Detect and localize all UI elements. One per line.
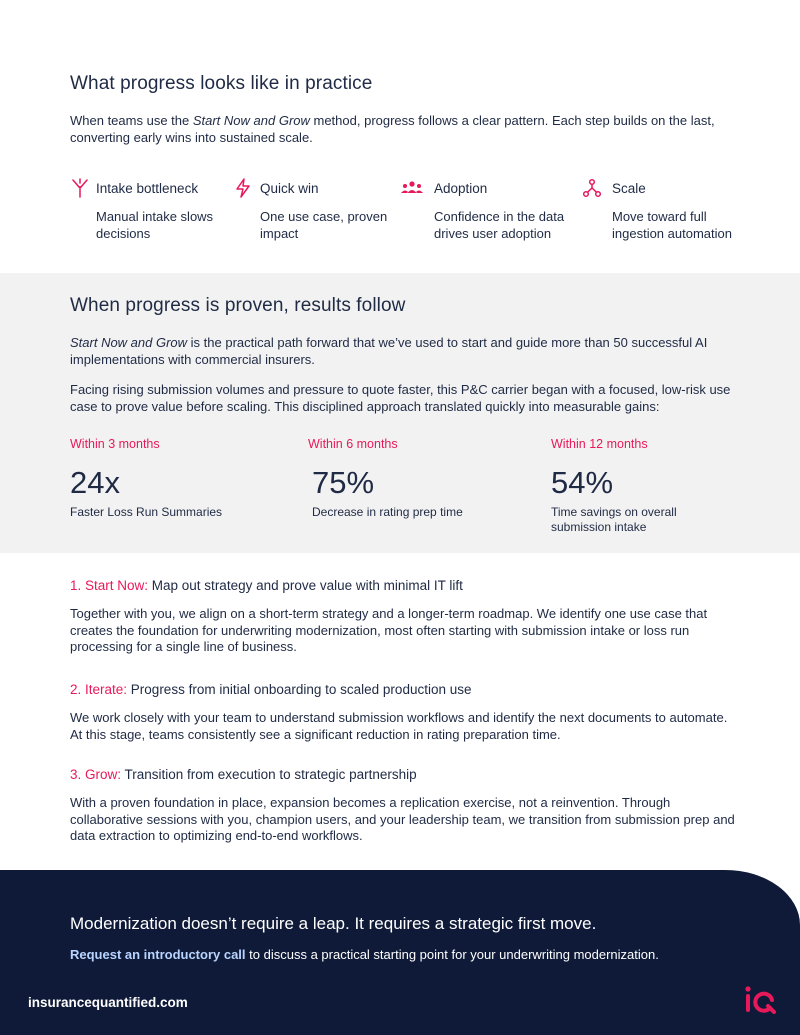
cta-paragraph — [70, 947, 659, 962]
footer-cta — [0, 870, 800, 1035]
feature-title: Adoption — [434, 181, 488, 196]
intro-text-end: method, progress follows a clear pattern. Each step builds on the last, converting early wins into sustained scale. — [70, 113, 715, 145]
step-3-title: Transition from execution to strategic partnership — [121, 767, 417, 782]
practice-section — [0, 0, 800, 273]
results-paragraph-2: Facing rising submission volumes and pressure to quote faster, this P&C carrier began with a focused, low-risk use case to prove value before scaling. This disciplined approach translated quickly into measurable gains: — [70, 382, 731, 414]
users-icon — [400, 178, 424, 198]
stat-12-months — [551, 437, 677, 534]
stat-3-months — [70, 437, 223, 519]
intro-text-start: When teams use the — [70, 113, 193, 128]
stat-period: Within 12 months — [551, 437, 648, 451]
feature-desc: Confidence in the data drives user adoption — [434, 209, 565, 241]
feature-desc: Move toward full ingestion automation — [612, 209, 732, 241]
stat-value: 24x — [70, 465, 120, 500]
stat-6-months — [308, 437, 463, 519]
step-3-heading — [70, 767, 417, 782]
website-link[interactable]: insurancequantified.com — [28, 995, 188, 1010]
feature-desc: Manual intake slows decisions — [96, 209, 214, 241]
step-1-title: Map out strategy and prove value with minimal IT lift — [148, 578, 463, 593]
stat-caption: Faster Loss Run Summaries — [70, 505, 223, 519]
stat-value: 75% — [312, 465, 375, 500]
practice-heading: What progress looks like in practice — [70, 73, 373, 94]
results-method-name: Start Now and Grow — [70, 335, 188, 350]
stat-value: 54% — [551, 465, 614, 500]
iq-logo — [744, 984, 776, 1014]
step-1-heading — [70, 578, 463, 593]
results-p1-text: is the practical path forward that we’ve used to start and guide more than 50 successful AI implementations with commercial insurers. — [70, 335, 708, 367]
step-1-lead: 1. Start Now: — [70, 578, 149, 593]
cta-text: to discuss a practical starting point for your underwriting modernization. — [245, 947, 659, 962]
results-heading: When progress is proven, results follow — [70, 295, 406, 316]
feature-title: Intake bottleneck — [96, 181, 199, 196]
stat-caption: Time savings on overall submission intake — [551, 505, 677, 534]
request-call-link[interactable]: Request an introductory call — [70, 947, 246, 962]
intro-method-name: Start Now and Grow — [192, 113, 310, 128]
step-1-body: Together with you, we align on a short-term strategy and a longer-term roadmap. We identify one use case that creates the foundation for underwriting modernization, most often starting with submission intake or loss run processing for a single line of business. — [70, 606, 708, 654]
lightning-icon — [233, 178, 253, 198]
stat-period: Within 6 months — [308, 437, 398, 451]
feature-title: Scale — [612, 181, 646, 196]
network-icon — [582, 178, 602, 198]
practice-intro — [70, 113, 740, 146]
feature-desc: One use case, proven impact — [260, 209, 388, 241]
feature-title: Quick win — [260, 181, 319, 196]
funnel-icon — [70, 178, 90, 198]
cta-headline: Modernization doesn’t require a leap. It requires a strategic first move. — [70, 914, 597, 933]
stat-caption: Decrease in rating prep time — [312, 505, 463, 519]
step-2-heading — [70, 682, 472, 697]
step-2-lead: 2. Iterate: — [70, 682, 128, 697]
step-3-body: With a proven foundation in place, expansion becomes a replication exercise, not a reinvention. Through collaborative sessions with you, champion users, and your leadership team, we transition from submission prep and data extraction to optimizing end-to-end workflows. — [70, 795, 735, 843]
results-section — [0, 273, 800, 553]
step-3-lead: 3. Grow: — [70, 767, 122, 782]
results-paragraph-1 — [70, 335, 730, 368]
step-2-title: Progress from initial onboarding to scaled production use — [127, 682, 472, 697]
stat-period: Within 3 months — [70, 437, 160, 451]
step-2-body: We work closely with your team to understand submission workflows and identify the next documents to automate. At this stage, teams consistently see a significant reduction in rating preparation time. — [70, 710, 728, 742]
